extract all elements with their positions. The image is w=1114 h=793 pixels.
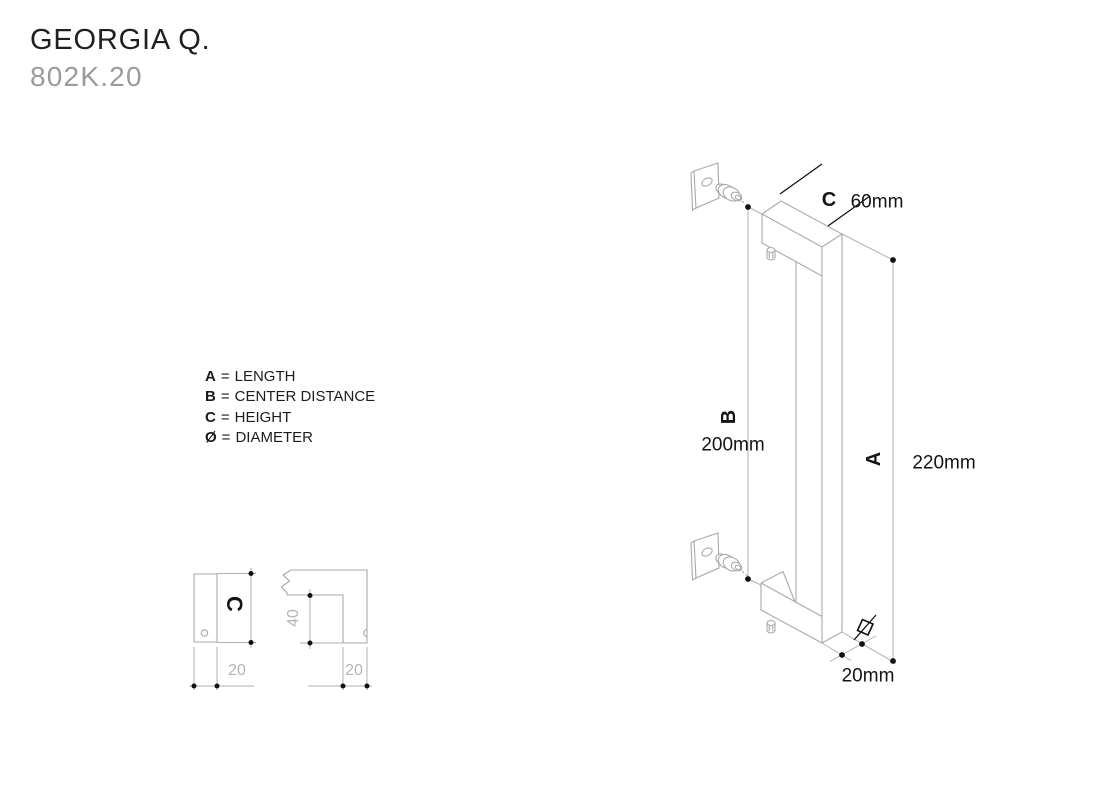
handle-isometric-drawing [640,140,1020,710]
dimension-section-line [822,636,876,662]
handle-outline [761,201,842,643]
dim-a-letter: A [863,451,885,467]
legend-row-diameter [205,428,375,448]
dimension-a-line [842,234,896,664]
legend-row-height [205,408,375,428]
legend-separator: = [220,388,230,406]
dim-b-value: 200mm [701,434,765,456]
product-sku: 802K.20 [30,61,143,92]
legend-key: Ø [205,429,217,447]
section-detail-views [170,540,390,710]
dim-c-letter: C [821,189,837,211]
detail-side-width: 20 [345,662,363,679]
detail-front-width: 20 [228,662,246,679]
legend-value: CENTER DISTANCE [234,388,376,406]
legend-separator: = [220,368,230,385]
mounting-plate-bolt-bottom [691,533,748,580]
product-title: GEORGIA Q. [30,24,211,56]
legend-separator: = [220,408,230,426]
legend-row-center-distance [205,387,375,407]
legend-key: C [205,408,216,426]
dimension-b-line [748,207,762,585]
mounting-plate-bolt-top [691,163,748,210]
legend-key: B [205,388,216,406]
legend-value: DIAMETER [235,429,313,447]
legend-row-length [205,367,375,387]
legend-key: A [205,368,216,385]
dim-section-value: 20mm [841,665,895,687]
legend-value: HEIGHT [234,408,292,426]
dimension-endpoint-dots [745,204,896,664]
detail-side-depth: 40 [285,609,302,627]
product-header [30,24,210,93]
grub-screw-bottom [767,621,775,633]
dim-a-value: 220mm [912,452,976,474]
legend-separator: = [221,429,231,447]
grub-screw-top [767,248,775,260]
legend-value: LENGTH [234,368,296,385]
square-section-symbol [854,615,876,640]
detail-c-letter: C [222,596,247,612]
dim-b-letter: B [718,409,740,425]
dimension-legend [205,367,375,449]
dim-c-value: 60mm [850,191,904,213]
